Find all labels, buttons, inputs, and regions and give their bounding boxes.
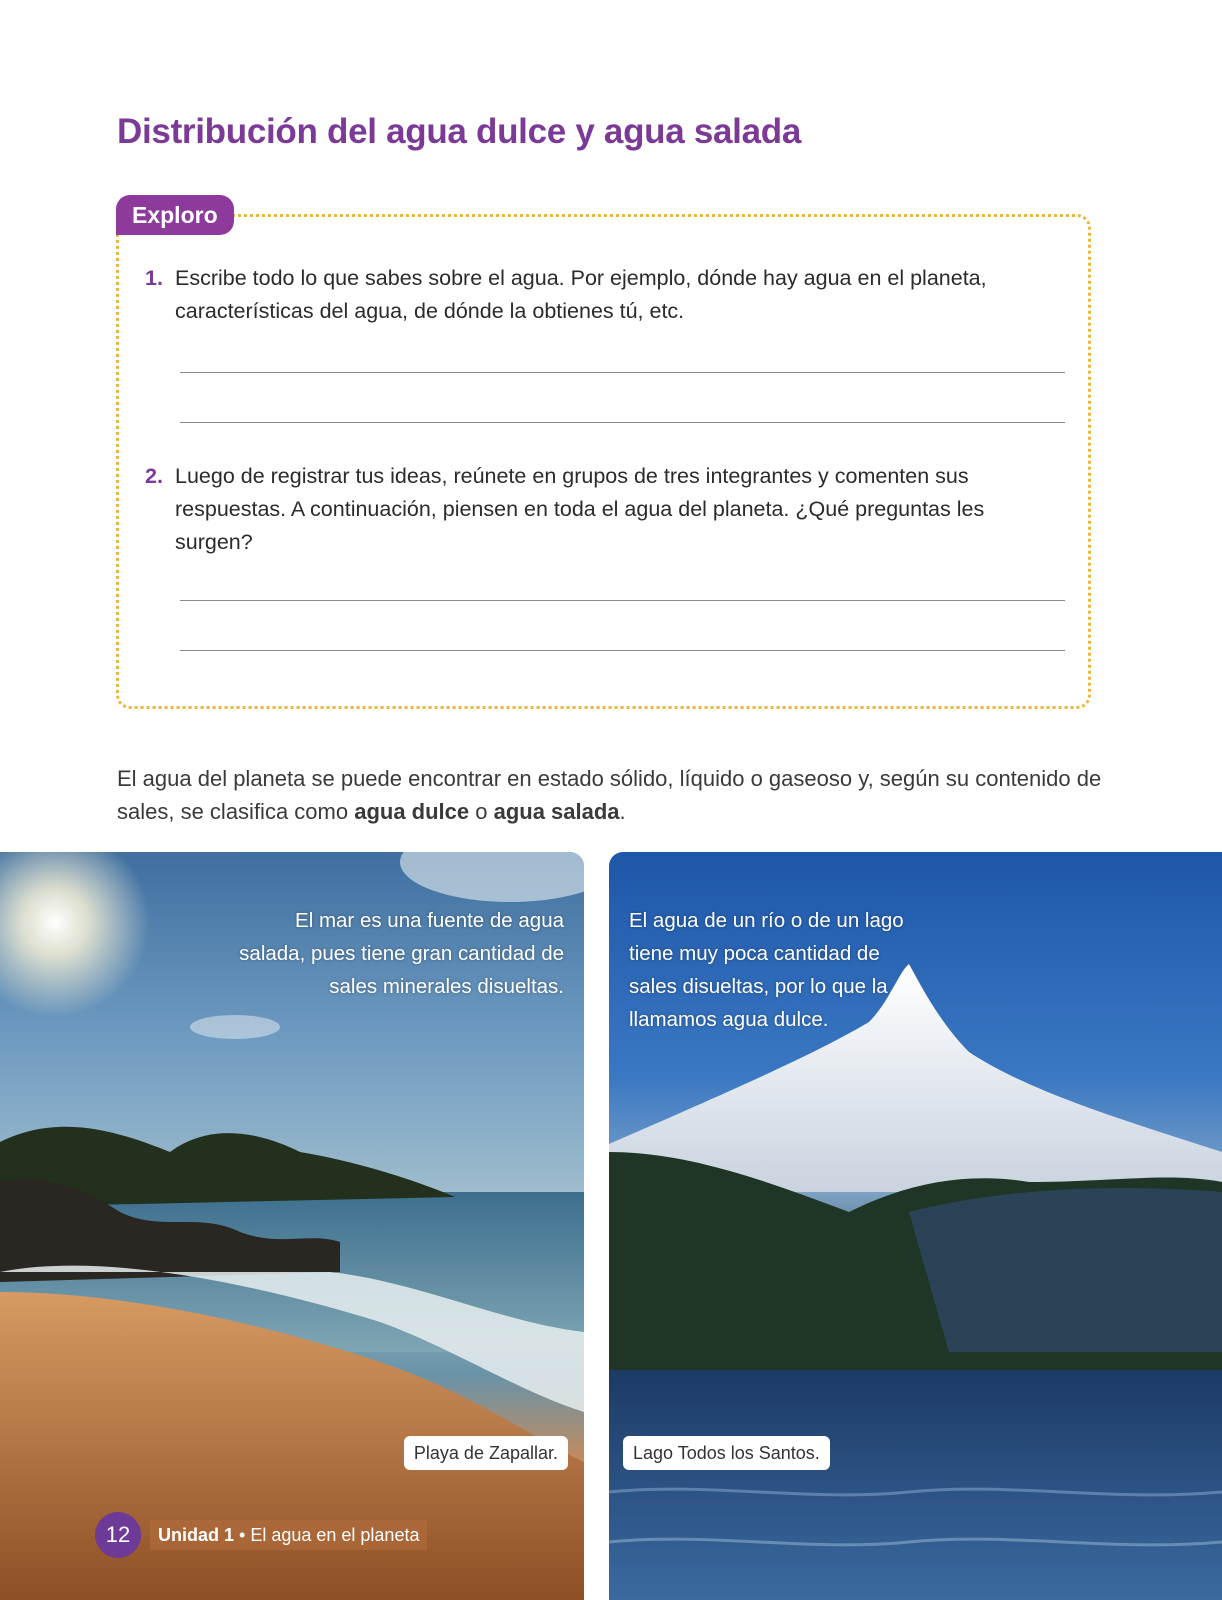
lake-caption: El agua de un río o de un lago tiene muy poca cantidad de sales disueltas, por lo que la llamamos agua dulce.	[629, 909, 904, 1031]
cloud	[400, 852, 584, 902]
lake-water	[609, 1370, 1222, 1600]
question-text: Escribe todo lo que sabes sobre el agua. Por ejemplo, dónde hay agua en el planeta, características del agua, de dónde la obtienes tú, etc.	[175, 266, 987, 323]
lake-label: Lago Todos los Santos.	[623, 1436, 830, 1470]
distant-ridge	[909, 1188, 1222, 1352]
question-2	[145, 460, 1055, 559]
answer-line[interactable]	[180, 650, 1065, 651]
explore-tag: Exploro	[116, 195, 234, 235]
unit-label	[150, 1520, 427, 1550]
intro-text: o	[469, 799, 494, 824]
question-number: 2.	[145, 464, 163, 488]
cloud	[190, 1015, 280, 1039]
unit-separator: •	[234, 1525, 251, 1545]
beach-caption: El mar es una fuente de agua salada, pues tiene gran cantidad de sales minerales disueltas.	[239, 909, 564, 998]
term-salt-water: agua salada	[493, 799, 620, 824]
sun-glow	[0, 852, 150, 1017]
question-1	[145, 262, 1055, 328]
answer-line[interactable]	[180, 422, 1065, 423]
intro-text: El agua del planeta se puede encontrar en estado sólido, líquido o gaseoso y, según su contenido de sales, se clasifica como	[117, 766, 1102, 824]
question-text: Luego de registrar tus ideas, reúnete en grupos de tres integrantes y comenten sus respuestas. A continuación, piensen en toda el agua del planeta. ¿Qué preguntas les surgen?	[175, 464, 985, 554]
beach-photo	[0, 852, 584, 1600]
intro-paragraph	[117, 762, 1117, 828]
question-number: 1.	[145, 266, 163, 290]
intro-text: .	[619, 799, 626, 824]
beach-label: Playa de Zapallar.	[404, 1436, 568, 1470]
term-fresh-water: agua dulce	[354, 799, 470, 824]
lake-photo	[609, 852, 1222, 1600]
page-title: Distribución del agua dulce y agua salada	[117, 112, 802, 151]
page-number: 12	[95, 1512, 141, 1558]
answer-line[interactable]	[180, 600, 1065, 601]
unit-title: El agua en el planeta	[250, 1525, 420, 1545]
answer-line[interactable]	[180, 372, 1065, 373]
unit-name: Unidad 1	[158, 1525, 235, 1545]
